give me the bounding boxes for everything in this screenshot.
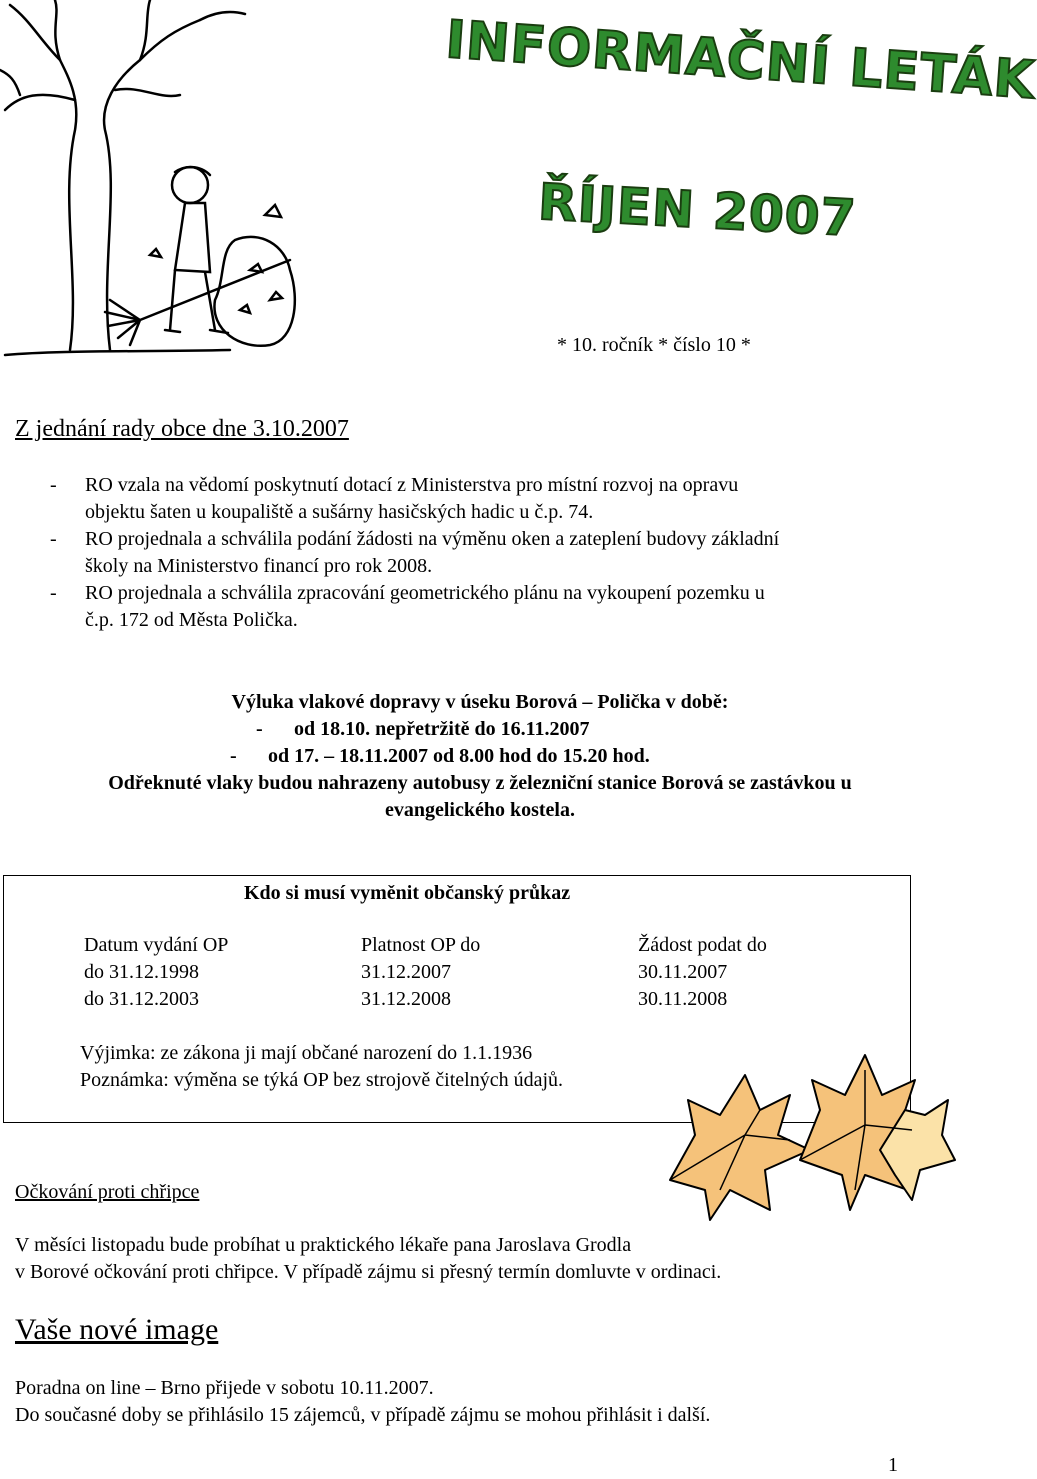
id-card-heading: Kdo si musí vyměnit občanský průkaz xyxy=(244,882,571,904)
list-dash: - xyxy=(50,528,57,550)
autumn-gardener-illustration xyxy=(0,0,300,362)
table-cell: 31.12.2007 xyxy=(361,961,451,983)
flu-text: V měsíci listopadu bude probíhat u praktického lékaře pana Jaroslava Grodla xyxy=(15,1234,632,1256)
column-header: Platnost OP do xyxy=(361,934,481,956)
column-header: Žádost podat do xyxy=(638,934,767,956)
flu-heading: Očkování proti chřipce xyxy=(15,1181,200,1203)
list-dash: - xyxy=(50,474,57,496)
train-period-2: od 17. – 18.11.2007 od 8.00 hod do 15.20 hod. xyxy=(268,745,650,767)
list-item-line: objektu šaten u koupaliště a sušárny hasičských hadic u č.p. 74. xyxy=(85,501,594,523)
list-dash: - xyxy=(50,582,57,604)
leaflet-title: INFORMAČNÍ LETÁK xyxy=(443,10,1037,112)
list-item-line: školy na Ministerstvo financí pro rok 2008. xyxy=(85,555,433,577)
autumn-leaves-illustration xyxy=(650,1040,960,1230)
train-period-1: od 18.10. nepřetržitě do 16.11.2007 xyxy=(294,718,590,740)
list-item xyxy=(0,526,960,580)
table-cell: 30.11.2008 xyxy=(638,988,728,1010)
list-item-line: č.p. 172 od Města Polička. xyxy=(85,609,298,631)
issue-number: * 10. ročník * číslo 10 * xyxy=(557,334,751,356)
leaflet-month-title: ŘÍJEN 2007 xyxy=(536,172,858,248)
id-card-note: Poznámka: výměna se týká OP bez strojově čitelných údajů. xyxy=(80,1069,564,1091)
train-dash: - xyxy=(230,745,237,767)
image-heading: Vaše nové image xyxy=(15,1313,219,1346)
list-item xyxy=(0,580,960,634)
page-number: 1 xyxy=(888,1454,898,1476)
train-dash: - xyxy=(256,718,263,740)
train-heading: Výluka vlakové dopravy v úseku Borová – Polička v době: xyxy=(231,691,729,713)
train-note: Odřeknuté vlaky budou nahrazeny autobusy z železniční stanice Borová se zastávkou u xyxy=(108,772,852,794)
image-text: Poradna on line – Brno přijede v sobotu 10.11.2007. xyxy=(15,1377,434,1399)
list-item-line: RO projednala a schválila zpracování geometrického plánu na vykoupení pozemku u xyxy=(85,582,765,604)
table-cell: 30.11.2007 xyxy=(638,961,728,983)
flu-text: v Borové očkování proti chřipce. V případě zájmu si přesný termín domluvte v ordinaci. xyxy=(15,1261,722,1283)
column-header: Datum vydání OP xyxy=(84,934,229,956)
image-text: Do současné doby se přihlásilo 15 zájemců, v případě zájmu se mohou přihlásit i další. xyxy=(15,1404,711,1426)
train-note: evangelického kostela. xyxy=(385,799,575,821)
table-cell: do 31.12.1998 xyxy=(84,961,199,983)
id-card-exception: Výjimka: ze zákona ji mají občané narození do 1.1.1936 xyxy=(80,1042,533,1064)
table-cell: do 31.12.2003 xyxy=(84,988,199,1010)
council-items xyxy=(0,472,960,634)
council-heading: Z jednání rady obce dne 3.10.2007 xyxy=(15,416,349,442)
list-item-line: RO projednala a schválila podání žádosti na výměnu oken a zateplení budovy základní xyxy=(85,528,780,550)
list-item xyxy=(0,472,960,526)
table-cell: 31.12.2008 xyxy=(361,988,451,1010)
list-item-line: RO vzala na vědomí poskytnutí dotací z Ministerstva pro místní rozvoj na opravu xyxy=(85,474,739,496)
